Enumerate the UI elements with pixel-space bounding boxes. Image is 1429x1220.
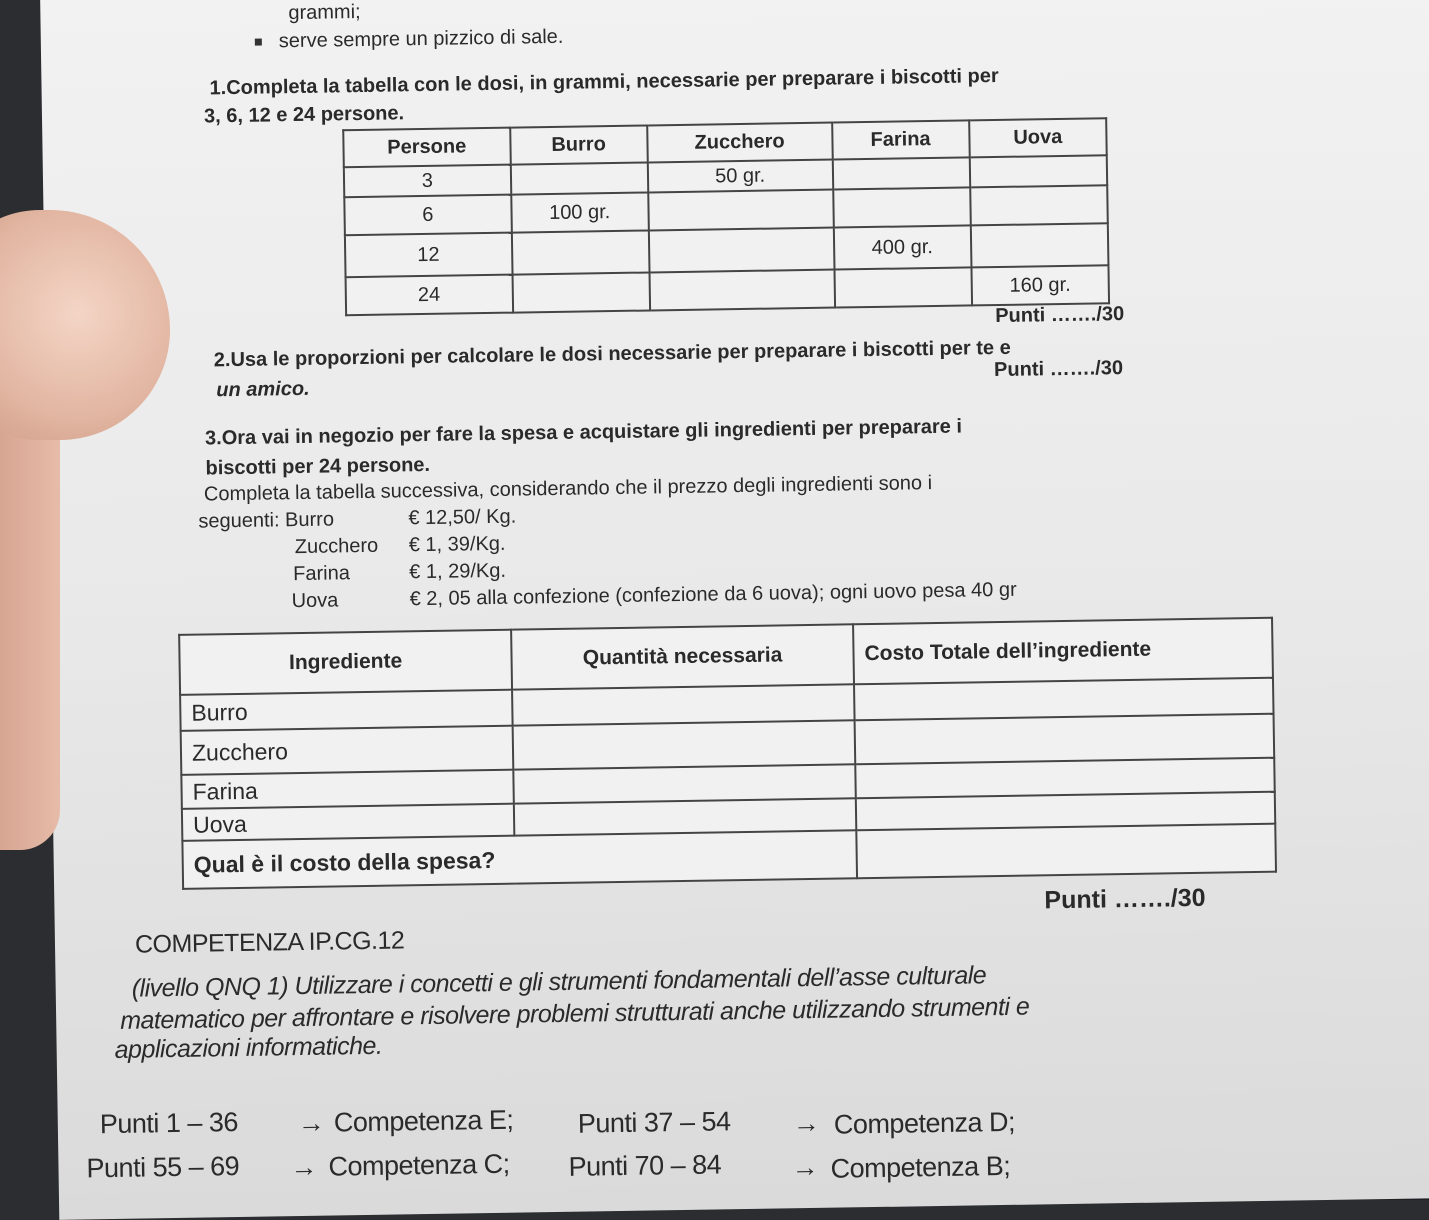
doses-cell: 50 gr.	[648, 160, 833, 193]
price-name-farina: Farina	[293, 562, 351, 586]
competenza-desc-2: matematico per affrontare e risolvere problemi strutturati anche utilizzando strumenti e	[119, 992, 1030, 1035]
quantity-cell	[514, 798, 856, 835]
doses-header: Zucchero	[647, 123, 832, 163]
price-zucchero: € 1, 39/Kg.	[408, 532, 506, 557]
exercise-3-line-1: 3.Ora vai in negozio per fare la spesa e acquistare gli ingredienti per preparare i	[204, 415, 963, 450]
doses-cell: 100 gr.	[511, 192, 649, 232]
doses-cell	[834, 267, 972, 307]
scale-level-e: Competenza E;	[333, 1104, 514, 1138]
doses-header: Persone	[343, 128, 510, 168]
doses-header: Uova	[969, 118, 1107, 157]
exercise-1-line-1: 1.Completa la tabella con le dosi, in grammi, necessarie per preparare i biscotti per	[209, 64, 999, 100]
intro-line-1: grammi;	[288, 0, 361, 25]
doses-cell	[971, 223, 1109, 267]
shopping-header: Quantità necessaria	[511, 624, 854, 689]
total-cost-cell	[856, 824, 1276, 879]
doses-header: Farina	[832, 120, 970, 159]
competenza-desc-3: applicazioni informatiche.	[114, 1031, 383, 1064]
doses-cell	[649, 270, 834, 311]
arrow-right-icon: →	[791, 1151, 819, 1183]
competenza-desc-1: (livello QNQ 1) Utilizzare i concetti e gli strumenti fondamentali dell’asse culturale	[131, 961, 987, 1003]
exercise-3-line-3: Completa la tabella successiva, considerando che il prezzo degli ingredienti sono i	[203, 472, 933, 506]
scale-level-b: Competenza B;	[830, 1150, 1011, 1184]
price-intro: seguenti: Burro	[198, 508, 335, 533]
cost-cell	[855, 714, 1275, 765]
competenza-title: COMPETENZA IP.CG.12	[134, 926, 405, 959]
doses-cell: 160 gr.	[971, 265, 1109, 305]
doses-cell: 12	[345, 233, 512, 278]
doses-header: Burro	[510, 125, 648, 164]
exercise-2-punti: Punti ……./30	[993, 357, 1124, 382]
bullet-icon	[255, 39, 262, 46]
exercise-2-line-1: 2.Usa le proporzioni per calcolare le dosi necessarie per preparare i biscotti per te e	[213, 336, 1011, 372]
price-name-zucchero: Zucchero	[294, 534, 379, 559]
ingredient-cell: Burro	[180, 690, 513, 731]
ingredient-cell: Zucchero	[181, 726, 514, 775]
shopping-table	[178, 617, 1277, 890]
worksheet-paper	[40, 0, 1429, 1220]
price-uova: € 2, 05 alla confezione (confezione da 6 uova); ogni uovo pesa 40 gr	[409, 578, 1017, 611]
doses-table	[342, 117, 1110, 316]
quantity-cell	[513, 764, 855, 803]
scale-range-c: Punti 55 – 69	[86, 1151, 240, 1184]
doses-cell	[512, 272, 650, 312]
doses-cell	[832, 157, 970, 189]
ingredient-cell: Uova	[182, 804, 514, 841]
quantity-cell	[513, 720, 856, 769]
scale-range-e: Punti 1 – 36	[99, 1107, 239, 1140]
doses-cell	[969, 155, 1107, 187]
exercise-1-line-2: 3, 6, 12 e 24 persone.	[203, 102, 405, 128]
doses-cell: 400 gr.	[833, 225, 971, 269]
exercise-1-punti: Punti ……./30	[995, 303, 1125, 328]
scale-range-d: Punti 37 – 54	[577, 1106, 731, 1139]
scale-level-d: Competenza D;	[833, 1106, 1016, 1140]
doses-cell: 3	[344, 165, 511, 198]
ingredient-cell: Farina	[181, 770, 513, 809]
shopping-header: Ingrediente	[179, 630, 512, 695]
doses-cell	[511, 230, 649, 274]
doses-cell	[833, 187, 971, 227]
exercise-3-punti: Punti ……./30	[1044, 883, 1206, 915]
doses-cell: 6	[344, 195, 511, 236]
arrow-right-icon: →	[792, 1107, 821, 1139]
shopping-header: Costo Totale dell’ingrediente	[853, 618, 1273, 685]
doses-cell	[649, 228, 834, 273]
total-cost-label: Qual è il costo della spesa?	[182, 830, 857, 889]
quantity-cell	[512, 684, 855, 725]
arrow-right-icon: →	[297, 1107, 326, 1139]
exercise-2-line-2: un amico.	[216, 377, 310, 402]
price-farina: € 1, 29/Kg.	[409, 559, 507, 584]
exercise-3-line-2: biscotti per 24 persone.	[205, 453, 431, 480]
intro-line-2: serve sempre un pizzico di sale.	[278, 25, 564, 53]
doses-cell	[970, 185, 1108, 225]
scale-level-c: Competenza C;	[328, 1148, 510, 1182]
price-burro: € 12,50/ Kg.	[408, 505, 517, 530]
doses-cell: 24	[346, 275, 513, 316]
arrow-right-icon: →	[290, 1151, 318, 1183]
scale-range-b: Punti 70 – 84	[568, 1149, 722, 1182]
price-name-uova: Uova	[291, 589, 339, 613]
doses-cell	[648, 190, 833, 231]
doses-cell	[510, 162, 648, 194]
